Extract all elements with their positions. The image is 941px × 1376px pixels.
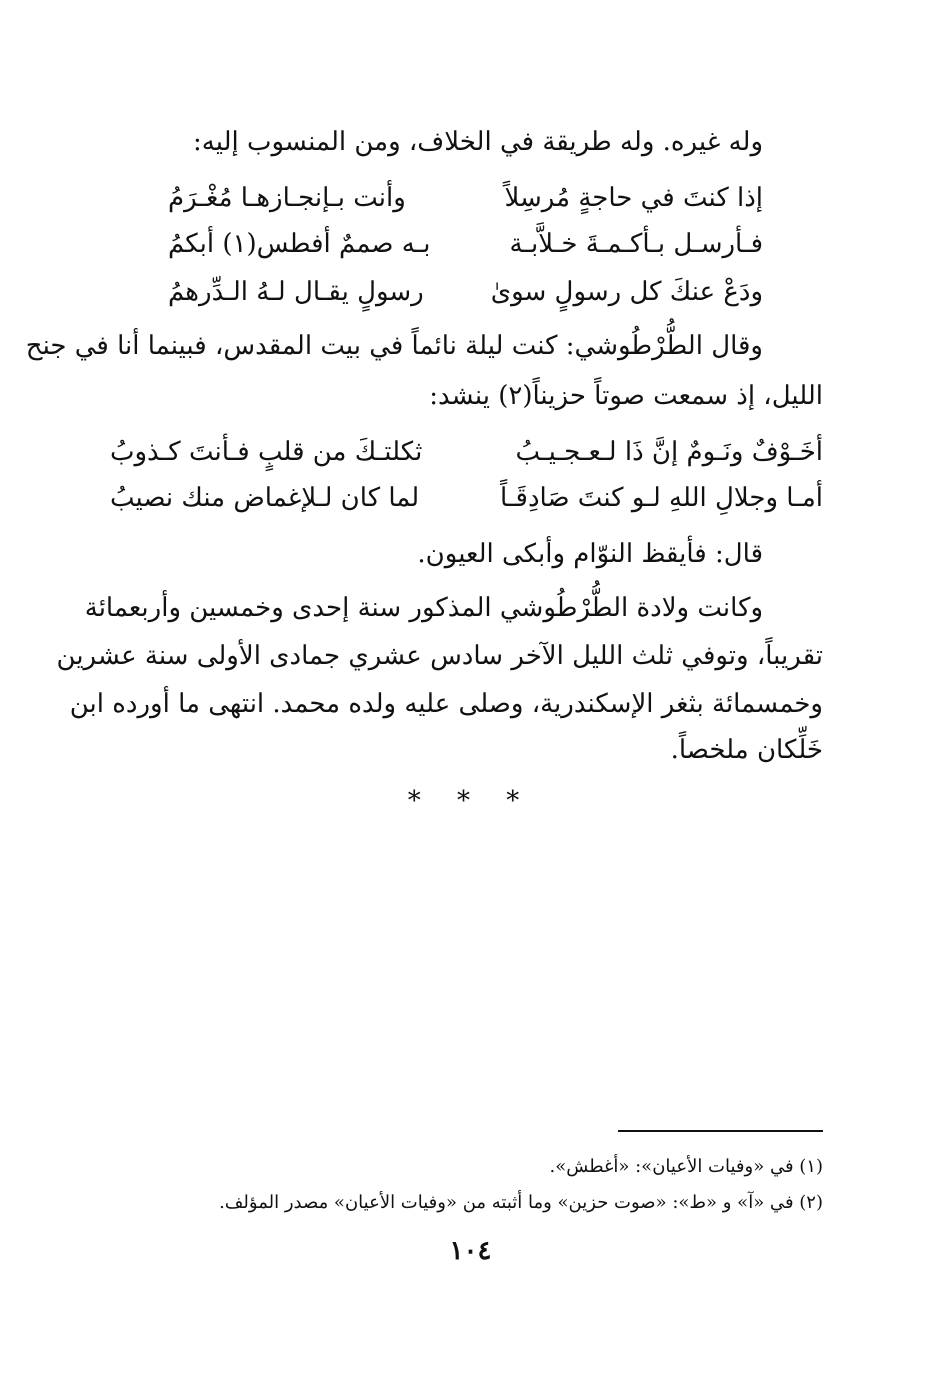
page-number: ١٠٤ xyxy=(449,1236,492,1266)
intro-line: وله غيره. وله طريقة في الخلاف، ومن المنسوب إليه: xyxy=(193,127,763,157)
poem1-verse1-hemistich-left: وأنت بـإنجـازهـا مُغْـرَمُ xyxy=(168,183,406,213)
paragraph-1-line-2: الليل، إذ سمعت صوتاً حزيناً(٢) ينشد: xyxy=(429,381,823,411)
paragraph-3-line-3: وخمسمائة بثغر الإسكندرية، وصلى عليه ولده محمد. انتهى ما أورده ابن xyxy=(69,689,823,719)
footnote-1: (١) في «وفيات الأعيان»: «أغطش». xyxy=(549,1156,823,1177)
section-separator: * * * xyxy=(407,786,534,816)
footnote-2: (٢) في «آ» و «ط»: «صوت حزين» وما أثبته من «وفيات الأعيان» مصدر المؤلف. xyxy=(219,1192,823,1213)
paragraph-2: قال: فأيقظ النوّام وأبكى العيون. xyxy=(417,539,763,569)
paragraph-3-line-1: وكانت ولادة الطُّرْطُوشي المذكور سنة إحدى وخمسين وأربعمائة xyxy=(84,593,763,623)
poem1-verse2-hemistich-left: بـه صممٌ أفطس(١) أبكمُ xyxy=(168,229,431,259)
poem2-verse1-hemistich-right: أخَـوْفٌ ونَـومٌ إنَّ ذَا لـعـجـيـبُ xyxy=(515,437,823,467)
footnote-divider xyxy=(618,1130,823,1132)
poem1-verse1-hemistich-right: إذا كنتَ في حاجةٍ مُرسِلاً xyxy=(504,183,763,213)
paragraph-3-line-2: تقريباً، وتوفي ثلث الليل الآخر سادس عشري جمادى الأولى سنة عشرين xyxy=(56,641,823,671)
paragraph-1-line-1: وقال الطُّرْطُوشي: كنت ليلة نائماً في بيت المقدس، فبينما أنا في جنح xyxy=(25,331,763,361)
poem2-verse2-hemistich-right: أمـا وجلالِ اللهِ لـو كنتَ صَادِقَـاً xyxy=(499,483,823,513)
poem2-verse1-hemistich-left: ثكلتـكَ من قلبٍ فـأنتَ كـذوبُ xyxy=(110,437,423,467)
poem1-verse3-hemistich-right: ودَعْ عنكَ كل رسولٍ سوىٰ xyxy=(490,277,763,307)
poem2-verse2-hemistich-left: لما كان لـلإغماض منك نصيبُ xyxy=(110,483,420,513)
paragraph-3-line-4: خَلِّكان ملخصاً. xyxy=(670,735,823,765)
poem1-verse3-hemistich-left: رسولٍ يقـال لـهُ الـدِّرهمُ xyxy=(168,277,424,307)
poem1-verse2-hemistich-right: فـأرسـل بـأكـمـةَ خـلاَّبـة xyxy=(509,229,763,259)
